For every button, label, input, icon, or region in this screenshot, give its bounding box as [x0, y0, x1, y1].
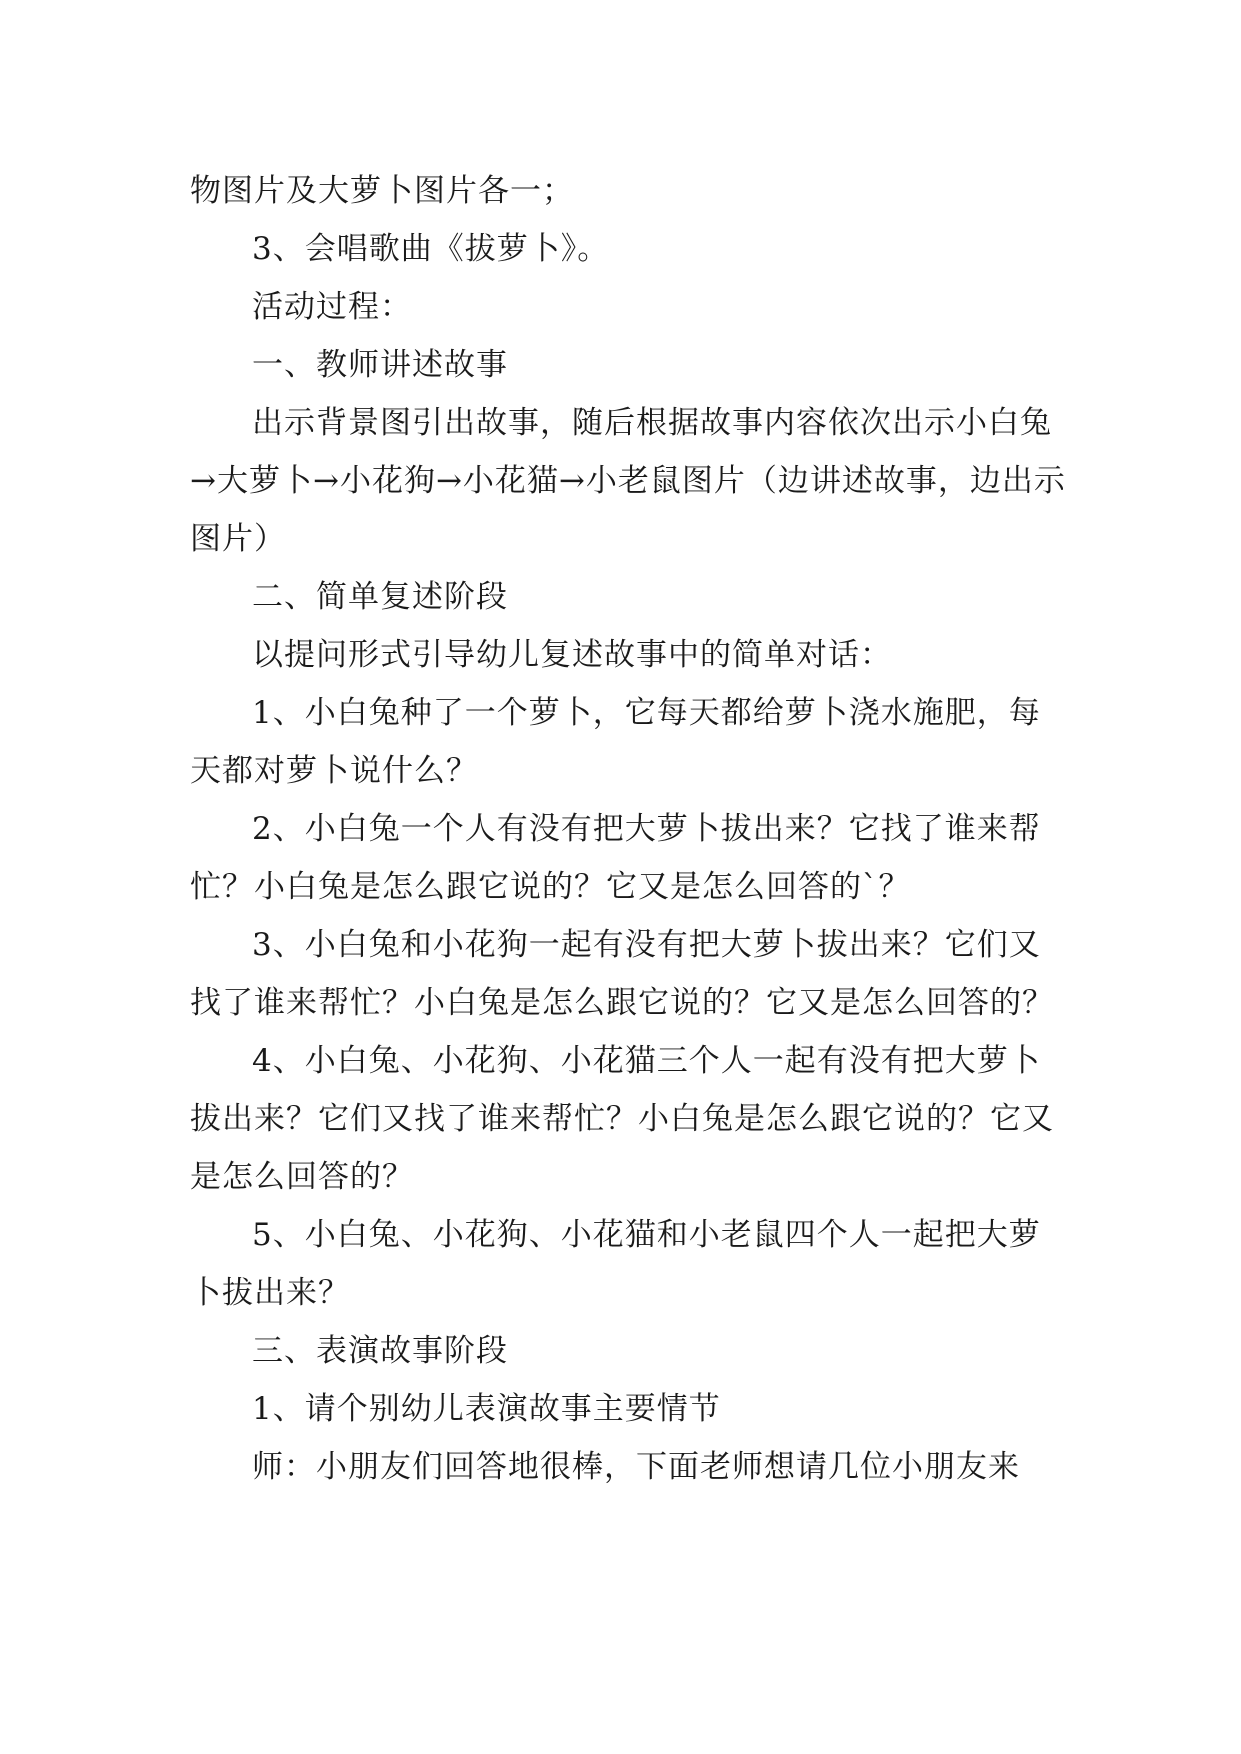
- list-item: 5、小白兔、小花狗、小花猫和小老鼠四个人一起把大萝卜拔出来？: [190, 1217, 1041, 1311]
- paragraph: 师：小朋友们回答地很棒，下面老师想请几位小朋友来: [252, 1449, 1020, 1485]
- list-item: 2、小白兔一个人有没有把大萝卜拔出来？它找了谁来帮忙？小白兔是怎么跟它说的？它又是怎么回答的`？: [190, 811, 1041, 905]
- section-heading: 二、简单复述阶段: [252, 579, 508, 615]
- paragraph: 3、会唱歌曲《拔萝卜》。: [252, 231, 610, 267]
- list-item: 1、小白兔种了一个萝卜，它每天都给萝卜浇水施肥，每天都对萝卜说什么？: [190, 695, 1041, 789]
- paragraph: 物图片及大萝卜图片各一；: [190, 173, 574, 209]
- document-body: [190, 162, 1070, 1496]
- list-item: 1、请个别幼儿表演故事主要情节: [252, 1391, 721, 1427]
- section-heading: 活动过程：: [252, 289, 412, 325]
- paragraph: 出示背景图引出故事，随后根据故事内容依次出示小白兔→大萝卜→小花狗→小花猫→小老鼠图片（边讲述故事，边出示图片）: [190, 405, 1066, 557]
- list-item: 4、小白兔、小花狗、小花猫三个人一起有没有把大萝卜拔出来？它们又找了谁来帮忙？小白兔是怎么跟它说的？它又是怎么回答的？: [190, 1043, 1054, 1195]
- section-heading: 一、教师讲述故事: [252, 347, 508, 383]
- section-heading: 三、表演故事阶段: [252, 1333, 508, 1369]
- list-item: 3、小白兔和小花狗一起有没有把大萝卜拔出来？它们又找了谁来帮忙？小白兔是怎么跟它说的？它又是怎么回答的？: [190, 927, 1054, 1021]
- paragraph: 以提问形式引导幼儿复述故事中的简单对话：: [252, 637, 892, 673]
